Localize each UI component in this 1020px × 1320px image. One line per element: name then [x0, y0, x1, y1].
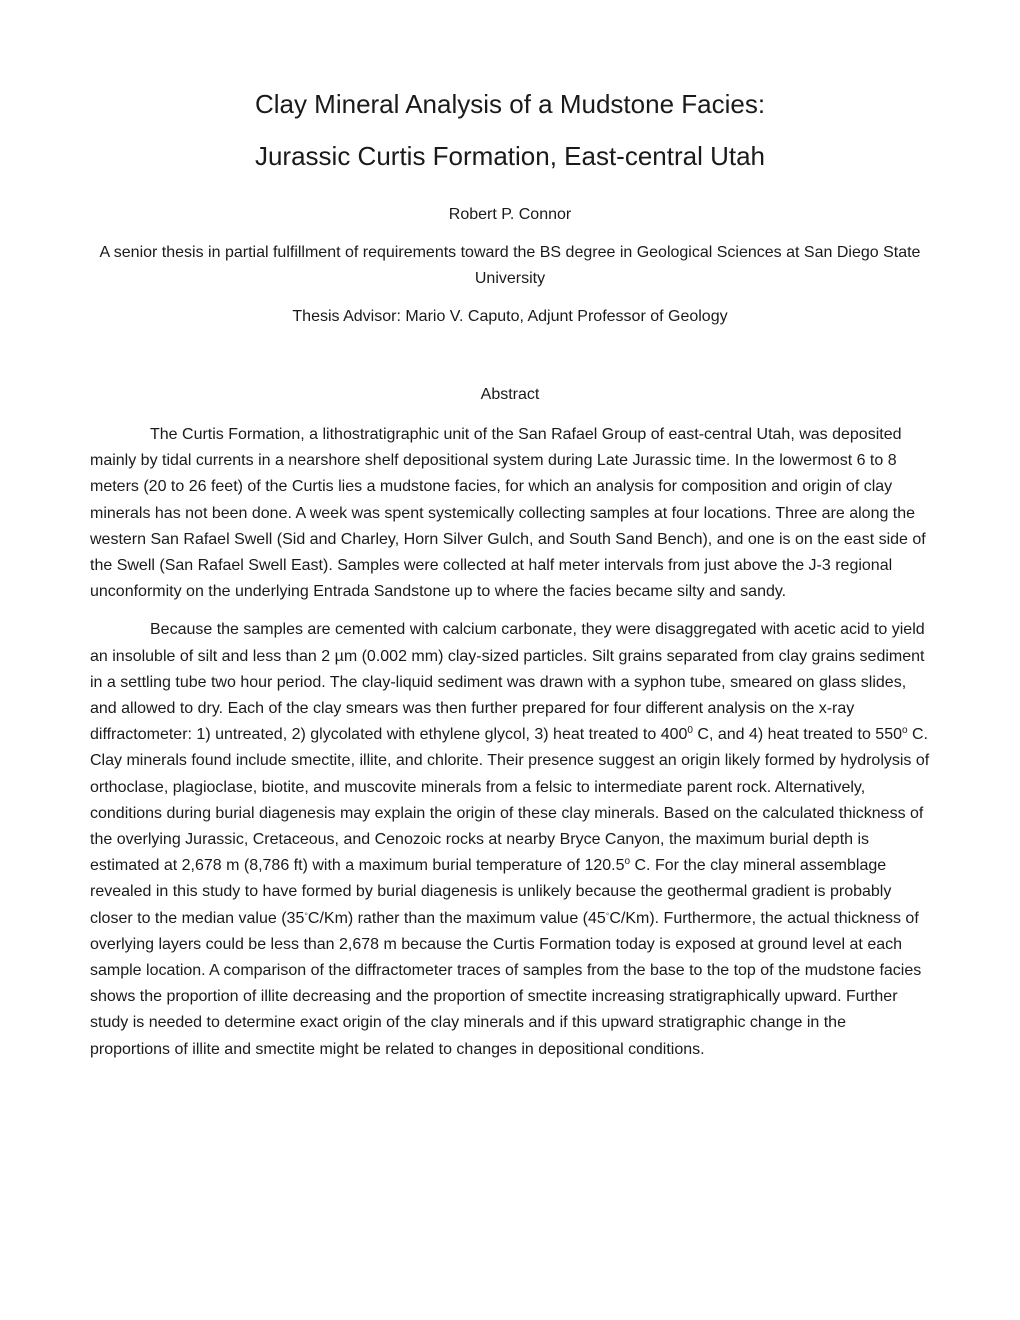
- paragraph-2-text-3: C. Clay minerals found include smectite, illite, and chlorite. Their presence suggest an origin likely formed by hydrolysis of orthoclase, plagioclase, biotite, and muscovite minerals from a felsic to intermediate parent rock. Alternatively, conditions during burial diagenesis may explain the origin of these clay minerals. Based on the calculated thickness of the overlying Jurassic, Cretaceous, and Cenozoic rocks at nearby Bryce Canyon, the maximum burial depth is estimated at 2,678 m (8,786 ft) with a maximum burial temperature of 120.5: [90, 726, 930, 875]
- paragraph-2-text-2: C, and 4) heat treated to 550: [692, 726, 902, 744]
- paragraph-2-text-5: C/Km) rather than the maximum value (45: [307, 909, 606, 927]
- degree-superscript-2: o: [901, 725, 908, 737]
- degree-superscript-3: o: [624, 856, 631, 868]
- title-line-1: Clay Mineral Analysis of a Mudstone Facies:: [254, 89, 766, 119]
- abstract-body: [90, 422, 930, 1063]
- thesis-advisor: Thesis Advisor: Mario V. Caputo, Adjunt Professor of Geology: [292, 308, 728, 325]
- document-page: [90, 88, 930, 1063]
- paragraph-2-text-1: Because the samples are cemented with calcium carbonate, they were disaggregated with acetic acid to yield an insoluble of silt and less than 2 µm (0.002 mm) clay-sized particles. Silt grains separated from clay grains sediment in a settling tube two hour period. The clay-liquid sediment was drawn with a syphon tube, smeared on glass slides, and allowed to dry. Each of the clay smears was then further prepared for four different analysis on the x-ray diffractometer: 1) untreated, 2) glycolated with ethylene glycol, 3) heat treated to 400: [90, 621, 925, 744]
- paragraph-2-text-6: C/Km). Furthermore, the actual thickness of overlying layers could be less than 2,678 m because the Curtis Formation today is exposed at ground level at each sample location. A comparison of the diffractometer traces of samples from the base to the top of the mudstone facies shows the proportion of illite decreasing and the proportion of smectite increasing stratigraphically upward. Further study is needed to determine exact origin of the clay minerals and if this upward stratigraphic change in the proportions of illite and smectite might be related to changes in depositional conditions.: [90, 909, 922, 1058]
- abstract-heading: Abstract: [480, 386, 540, 403]
- paragraph-2-text-4: C. For the clay mineral assemblage revealed in this study to have formed by burial diagenesis is unlikely because the geothermal gradient is probably closer to the median value (35: [90, 857, 892, 927]
- degree-superscript-5: ◦: [605, 908, 610, 920]
- title-line-2: Jurassic Curtis Formation, East-central Utah: [254, 141, 766, 171]
- degree-superscript-4: ◦: [304, 908, 308, 920]
- abstract-paragraph-1: The Curtis Formation, a lithostratigraphic unit of the San Rafael Group of east-central Utah, was deposited mainly by tidal currents in a nearshore shelf depositional system during Late Jurassic time. In the lowermost 6 to 8 meters (20 to 26 feet) of the Curtis lies a mudstone facies, for which an analysis for composition and origin of clay minerals has not been done. A week was spent systemically collecting samples at four locations. Three are along the western San Rafael Swell (Sid and Charley, Horn Silver Gulch, and South Sand Bench), and one is on the east side of the Swell (San Rafael Swell East). Samples were collected at half meter intervals from just above the J-3 regional unconformity on the underlying Entrada Sandstone up to where the facies became silty and sandy.: [90, 426, 926, 601]
- degree-superscript-1: 0: [687, 725, 693, 737]
- abstract-paragraph-2: [90, 617, 930, 1062]
- author-name: Robert P. Connor: [448, 206, 572, 223]
- thesis-affiliation: A senior thesis in partial fulfillment of requirements toward the BS degree in Geological Sciences at San Diego State University: [99, 244, 921, 287]
